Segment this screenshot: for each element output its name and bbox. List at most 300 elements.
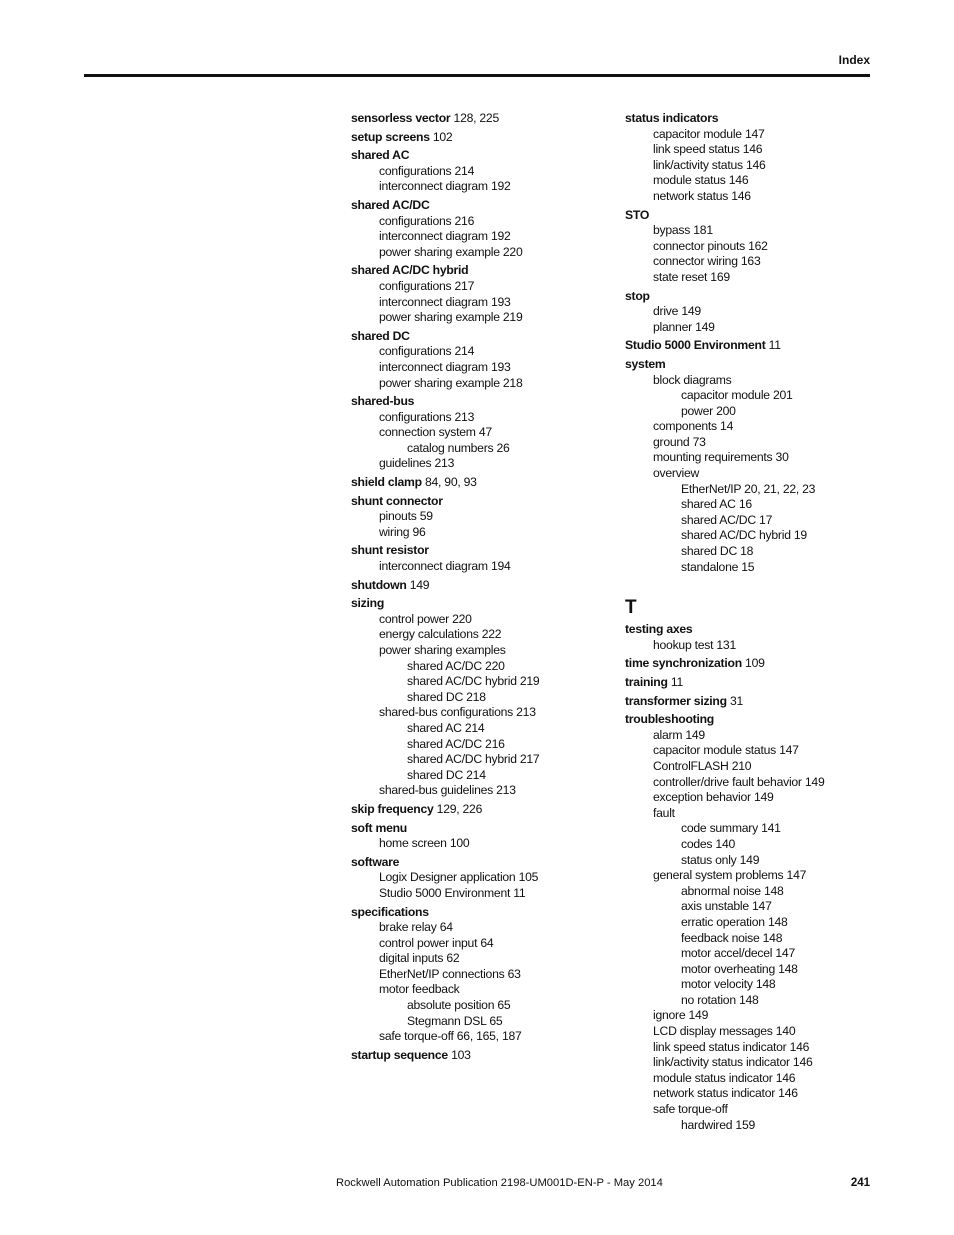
index-term: abnormal noise <box>681 883 761 898</box>
index-entry <box>625 656 870 672</box>
index-page-refs: 192 <box>490 229 511 244</box>
index-entry <box>625 728 870 744</box>
index-entry <box>351 690 609 706</box>
index-entry <box>351 310 609 326</box>
index-entry <box>351 855 609 871</box>
index-term: shunt connector <box>351 493 443 508</box>
index-term: interconnect diagram <box>379 179 488 194</box>
index-page-refs: 109 <box>745 656 765 671</box>
index-entry <box>625 304 870 320</box>
index-term: specifications <box>351 904 429 919</box>
index-page-refs: 148 <box>755 977 776 992</box>
index-term: network status indicator <box>653 1086 776 1101</box>
index-entry <box>625 790 870 806</box>
index-entry <box>351 179 609 195</box>
index-entry <box>351 543 609 559</box>
index-page-refs: 200 <box>716 403 736 418</box>
index-term: stop <box>625 288 650 303</box>
index-page-refs: 19 <box>793 528 807 543</box>
index-page-refs: 146 <box>742 142 763 157</box>
index-entry <box>625 962 870 978</box>
index-page-refs: 213 <box>496 783 516 798</box>
index-term: shared DC <box>681 544 738 559</box>
index-page-refs: 219 <box>519 674 540 689</box>
footer-publication: Rockwell Automation Publication 2198-UM001D-EN-P - May 2014 <box>336 1177 663 1189</box>
index-page-refs: 217 <box>519 752 540 767</box>
index-entry <box>351 494 609 510</box>
index-entry <box>351 643 609 659</box>
index-page-refs: 149 <box>753 790 774 805</box>
index-term: testing axes <box>625 622 693 637</box>
index-entry <box>351 936 609 952</box>
index-page-refs: 140 <box>715 836 736 851</box>
index-entry <box>351 705 609 721</box>
index-term: EtherNet/IP <box>681 481 742 496</box>
index-term: power sharing example <box>379 375 500 390</box>
index-entry <box>351 783 609 799</box>
index-page-refs: 218 <box>502 375 523 390</box>
index-term: code summary <box>681 821 758 836</box>
index-page-refs: 193 <box>490 294 511 309</box>
index-page-refs: 66, 165, 187 <box>456 1029 522 1044</box>
index-term: exception behavior <box>653 790 751 805</box>
index-page-refs: 62 <box>446 951 460 966</box>
index-entry <box>625 513 870 529</box>
index-page-refs: 147 <box>786 868 807 883</box>
index-entry <box>625 497 870 513</box>
index-term: feedback noise <box>681 930 760 945</box>
index-entry <box>351 886 609 902</box>
index-entry <box>351 245 609 261</box>
index-term: Logix Designer application <box>379 870 516 885</box>
index-term: catalog numbers <box>407 440 494 455</box>
index-entry <box>625 1102 870 1118</box>
index-term: control power input <box>379 935 478 950</box>
index-term: shared AC/DC hybrid <box>407 752 517 767</box>
index-page-refs: 220 <box>502 244 523 259</box>
index-term: sensorless vector <box>351 111 451 125</box>
index-entry <box>351 951 609 967</box>
index-entry <box>351 998 609 1014</box>
index-page-refs: 65 <box>497 998 511 1013</box>
index-page-refs: 219 <box>502 310 523 325</box>
index-entry <box>625 743 870 759</box>
index-term: motor accel/decel <box>681 946 773 961</box>
index-term: shared AC/DC hybrid <box>351 263 469 278</box>
index-page-refs: 220 <box>485 658 505 673</box>
index-term: interconnect diagram <box>379 294 488 309</box>
index-term: brake relay <box>379 920 437 935</box>
index-entry <box>625 111 870 127</box>
index-term: status indicators <box>625 111 719 125</box>
index-page-refs: 194 <box>490 559 511 574</box>
index-term: axis unstable <box>681 899 749 914</box>
index-entry <box>625 1024 870 1040</box>
index-entry <box>625 884 870 900</box>
index-entry <box>351 344 609 360</box>
index-entry <box>351 1029 609 1045</box>
index-page-refs: 18 <box>740 544 754 559</box>
index-term: components <box>653 419 717 434</box>
index-term: controller/drive fault behavior <box>653 774 802 789</box>
index-page-refs: 11 <box>513 885 526 900</box>
index-term: energy calculations <box>379 627 479 642</box>
index-page-refs: 64 <box>439 920 453 935</box>
index-entry <box>351 198 609 214</box>
index-entry <box>351 360 609 376</box>
index-term: network status <box>653 188 729 203</box>
index-term: interconnect diagram <box>379 229 488 244</box>
index-page-refs: 159 <box>735 1117 756 1132</box>
index-page-refs: 149 <box>739 852 760 867</box>
index-term: motor overheating <box>681 961 775 976</box>
index-entry <box>625 357 870 373</box>
index-entry <box>351 802 609 818</box>
index-term: power sharing examples <box>379 643 506 657</box>
index-term: digital inputs <box>379 951 444 966</box>
index-term: planner <box>653 319 692 334</box>
index-entry <box>625 675 870 691</box>
index-entry <box>351 578 609 594</box>
index-term: shared DC <box>407 767 464 782</box>
index-page-refs: 216 <box>485 736 505 751</box>
index-page-refs: 148 <box>778 961 798 976</box>
index-entry <box>625 270 870 286</box>
index-page-refs: 169 <box>710 269 730 284</box>
index-page-refs: 16 <box>738 497 752 512</box>
index-page-refs: 131 <box>716 637 736 652</box>
index-page-refs: 47 <box>478 425 492 440</box>
index-entry <box>625 373 870 389</box>
index-entry <box>625 404 870 420</box>
index-term: module status indicator <box>653 1070 773 1085</box>
index-entry <box>351 456 609 472</box>
index-term: configurations <box>379 213 452 228</box>
index-entry <box>351 148 609 164</box>
index-entry <box>351 164 609 180</box>
index-term: interconnect diagram <box>379 559 488 574</box>
index-term: shared AC/DC <box>407 736 482 751</box>
index-entry <box>351 737 609 753</box>
index-entry <box>351 821 609 837</box>
header-rule <box>84 74 870 77</box>
index-page-refs: 214 <box>454 344 475 359</box>
index-term: control power <box>379 611 449 626</box>
index-page-refs: 149 <box>804 774 825 789</box>
index-page-refs: 15 <box>741 559 755 574</box>
index-term: shared AC <box>407 720 462 735</box>
index-term: drive <box>653 304 679 319</box>
index-entry <box>351 836 609 852</box>
index-term: shared DC <box>351 328 410 343</box>
index-entry <box>351 752 609 768</box>
index-term: shutdown <box>351 577 407 592</box>
index-page-refs: 31 <box>729 693 744 708</box>
index-term: ignore <box>653 1008 686 1023</box>
index-term: time synchronization <box>625 656 742 671</box>
index-term: shared-bus guidelines <box>379 783 493 798</box>
index-term: Studio 5000 Environment <box>379 885 511 900</box>
index-page-refs: 14 <box>720 419 734 434</box>
index-page-refs: 146 <box>792 1055 813 1070</box>
index-term: home screen <box>379 836 447 851</box>
index-term: state reset <box>653 269 708 284</box>
index-entry <box>625 560 870 576</box>
index-term: shared-bus configurations <box>379 705 513 720</box>
index-page-refs: 17 <box>759 512 773 527</box>
index-page-refs: 210 <box>731 758 752 773</box>
index-entry <box>625 931 870 947</box>
index-term: safe torque-off <box>379 1029 454 1044</box>
index-page-refs: 148 <box>763 883 784 898</box>
index-entry <box>625 1055 870 1071</box>
index-entry <box>625 775 870 791</box>
index-page-refs: 147 <box>752 899 772 914</box>
index-term: motor velocity <box>681 977 753 992</box>
index-page-refs: 146 <box>731 188 751 203</box>
index-page-refs: 73 <box>692 434 706 449</box>
index-column-right <box>625 108 870 1133</box>
index-entry <box>351 111 609 127</box>
index-entry <box>625 127 870 143</box>
index-term: capacitor module <box>681 388 770 403</box>
index-term: training <box>625 675 668 689</box>
index-entry <box>625 1071 870 1087</box>
index-term: module status <box>653 173 726 188</box>
index-entry <box>351 295 609 311</box>
index-page-refs: 84, 90, 93 <box>424 475 477 490</box>
index-entry <box>625 173 870 189</box>
index-term: block diagrams <box>653 372 732 387</box>
index-term: hardwired <box>681 1117 733 1132</box>
index-entry <box>625 450 870 466</box>
index-entry <box>625 482 870 498</box>
index-term: overview <box>653 466 700 481</box>
index-term: transformer sizing <box>625 693 727 708</box>
index-term: connection system <box>379 425 476 440</box>
index-entry <box>351 674 609 690</box>
index-term: system <box>625 356 666 371</box>
index-entry <box>625 419 870 435</box>
index-page-refs: 213 <box>454 409 475 424</box>
index-term: link speed status indicator <box>653 1039 787 1054</box>
index-entry <box>625 993 870 1009</box>
index-term: alarm <box>653 727 683 742</box>
index-page-refs: 149 <box>409 577 430 592</box>
index-entry <box>625 208 870 224</box>
index-entry <box>625 338 870 354</box>
index-entry <box>351 214 609 230</box>
index-term: shared AC/DC <box>351 197 430 212</box>
index-term: pinouts <box>379 509 417 524</box>
index-term: shield clamp <box>351 475 422 490</box>
index-page-refs: 146 <box>775 1070 796 1085</box>
index-entry <box>351 475 609 491</box>
index-page-refs: 11 <box>768 338 781 353</box>
index-entry <box>625 320 870 336</box>
index-entry <box>351 612 609 628</box>
index-entry <box>625 254 870 270</box>
index-page-refs: 201 <box>772 388 793 403</box>
index-letter-heading: T <box>625 597 637 619</box>
index-entry <box>351 329 609 345</box>
index-term: configurations <box>379 344 452 359</box>
page-number: 241 <box>850 1177 870 1189</box>
index-term: shared AC/DC <box>407 658 482 673</box>
index-entry <box>625 806 870 822</box>
index-entry <box>351 768 609 784</box>
index-entry <box>625 466 870 482</box>
index-term: safe torque-off <box>653 1102 728 1117</box>
index-term: fault <box>653 805 675 820</box>
index-page-refs: 129, 226 <box>436 801 483 816</box>
index-term: shared AC/DC hybrid <box>681 528 791 543</box>
index-entry <box>625 1008 870 1024</box>
index-entry <box>351 967 609 983</box>
index-entry <box>625 712 870 728</box>
index-entry <box>351 1014 609 1030</box>
index-entry <box>351 410 609 426</box>
index-page-refs: 149 <box>688 1008 709 1023</box>
index-page-refs: 102 <box>432 129 453 144</box>
index-entry <box>351 596 609 612</box>
index-term: startup sequence <box>351 1047 448 1062</box>
index-term: power sharing example <box>379 310 500 325</box>
index-entry <box>625 158 870 174</box>
index-entry <box>625 1086 870 1102</box>
index-page-refs: 162 <box>748 238 768 253</box>
index-page-refs: 100 <box>449 836 470 851</box>
index-page-refs: 103 <box>451 1047 471 1062</box>
index-entry <box>351 263 609 279</box>
index-term: Studio 5000 Environment <box>625 338 766 353</box>
index-page-refs: 20, 21, 22, 23 <box>744 481 816 496</box>
index-page-refs: 214 <box>454 163 475 178</box>
index-entry <box>351 721 609 737</box>
index-page-refs: 193 <box>490 359 511 374</box>
index-term: Stegmann DSL <box>407 1013 487 1028</box>
index-page-refs: 96 <box>412 524 426 539</box>
index-entry <box>625 853 870 869</box>
index-page-refs: 149 <box>681 304 701 319</box>
index-page-refs: 149 <box>685 727 705 742</box>
index-term: shared DC <box>407 689 464 704</box>
index-entry <box>351 425 609 441</box>
index-entry <box>351 870 609 886</box>
index-page-refs: 128, 225 <box>453 111 499 125</box>
index-entry <box>625 544 870 560</box>
index-entry <box>351 376 609 392</box>
index-term: ground <box>653 434 690 449</box>
index-term: software <box>351 854 400 869</box>
index-entry <box>625 289 870 305</box>
index-entry <box>351 441 609 457</box>
index-entry <box>351 905 609 921</box>
index-term: motor feedback <box>379 982 460 997</box>
index-term: power sharing example <box>379 244 500 259</box>
index-entry <box>351 229 609 245</box>
index-term: link/activity status indicator <box>653 1055 790 1070</box>
index-entry <box>351 659 609 675</box>
index-entry <box>625 142 870 158</box>
index-page-refs: 146 <box>789 1039 810 1054</box>
index-term: STO <box>625 207 650 222</box>
index-term: absolute position <box>407 998 495 1013</box>
index-page-refs: 30 <box>775 450 789 465</box>
index-page-refs: 217 <box>454 278 475 293</box>
index-term: general system problems <box>653 868 784 883</box>
index-term: status only <box>681 852 737 867</box>
index-page-refs: 59 <box>419 509 433 524</box>
index-page-refs: 214 <box>464 720 485 735</box>
index-entry <box>351 394 609 410</box>
index-entry <box>625 528 870 544</box>
index-entry <box>625 868 870 884</box>
index-entry <box>625 694 870 710</box>
index-entry <box>351 525 609 541</box>
index-term: power <box>681 403 713 418</box>
index-entry <box>351 130 609 146</box>
index-page-refs: 148 <box>738 992 759 1007</box>
index-term: hookup test <box>653 637 714 652</box>
index-term: shared AC/DC hybrid <box>407 674 517 689</box>
index-term: shared-bus <box>351 394 415 409</box>
index-column-left <box>351 108 609 1063</box>
index-page-refs: 213 <box>516 705 536 720</box>
index-page-refs: 148 <box>767 914 788 929</box>
index-term: EtherNet/IP connections <box>379 966 505 981</box>
index-term: link/activity status <box>653 157 743 172</box>
index-term: soft menu <box>351 820 407 835</box>
index-page-refs: 181 <box>693 223 713 238</box>
index-term: codes <box>681 836 713 851</box>
index-term: setup screens <box>351 129 430 144</box>
index-entry <box>625 388 870 404</box>
index-entry <box>625 638 870 654</box>
index-page-refs: 148 <box>762 930 783 945</box>
index-term: shared AC <box>681 497 736 512</box>
index-page-refs: 149 <box>695 319 715 334</box>
index-page-refs: 214 <box>466 767 486 782</box>
index-page-refs: 105 <box>518 870 539 885</box>
index-term: capacitor module status <box>653 743 776 758</box>
index-term: connector wiring <box>653 254 738 269</box>
index-entry <box>625 1118 870 1134</box>
index-term: link speed status <box>653 142 740 157</box>
index-page-refs: 220 <box>452 611 472 626</box>
index-page-refs: 146 <box>778 1086 798 1101</box>
index-entry <box>625 239 870 255</box>
index-term: shunt resistor <box>351 543 429 558</box>
index-page-refs: 147 <box>744 126 765 141</box>
index-page-refs: 65 <box>489 1013 503 1028</box>
index-entry <box>351 1048 609 1064</box>
index-entry <box>351 509 609 525</box>
index-page-refs: 146 <box>728 173 749 188</box>
index-term: troubleshooting <box>625 712 714 727</box>
index-term: skip frequency <box>351 801 434 816</box>
index-term: sizing <box>351 596 385 611</box>
index-term: guidelines <box>379 456 432 471</box>
index-term: standalone <box>681 559 739 574</box>
index-entry <box>625 189 870 205</box>
index-term: LCD display messages <box>653 1024 773 1039</box>
index-entry <box>351 279 609 295</box>
index-term: interconnect diagram <box>379 359 488 374</box>
index-page-refs: 11 <box>670 675 683 689</box>
index-page-refs: 140 <box>775 1024 796 1039</box>
index-page-refs: 192 <box>490 179 511 194</box>
